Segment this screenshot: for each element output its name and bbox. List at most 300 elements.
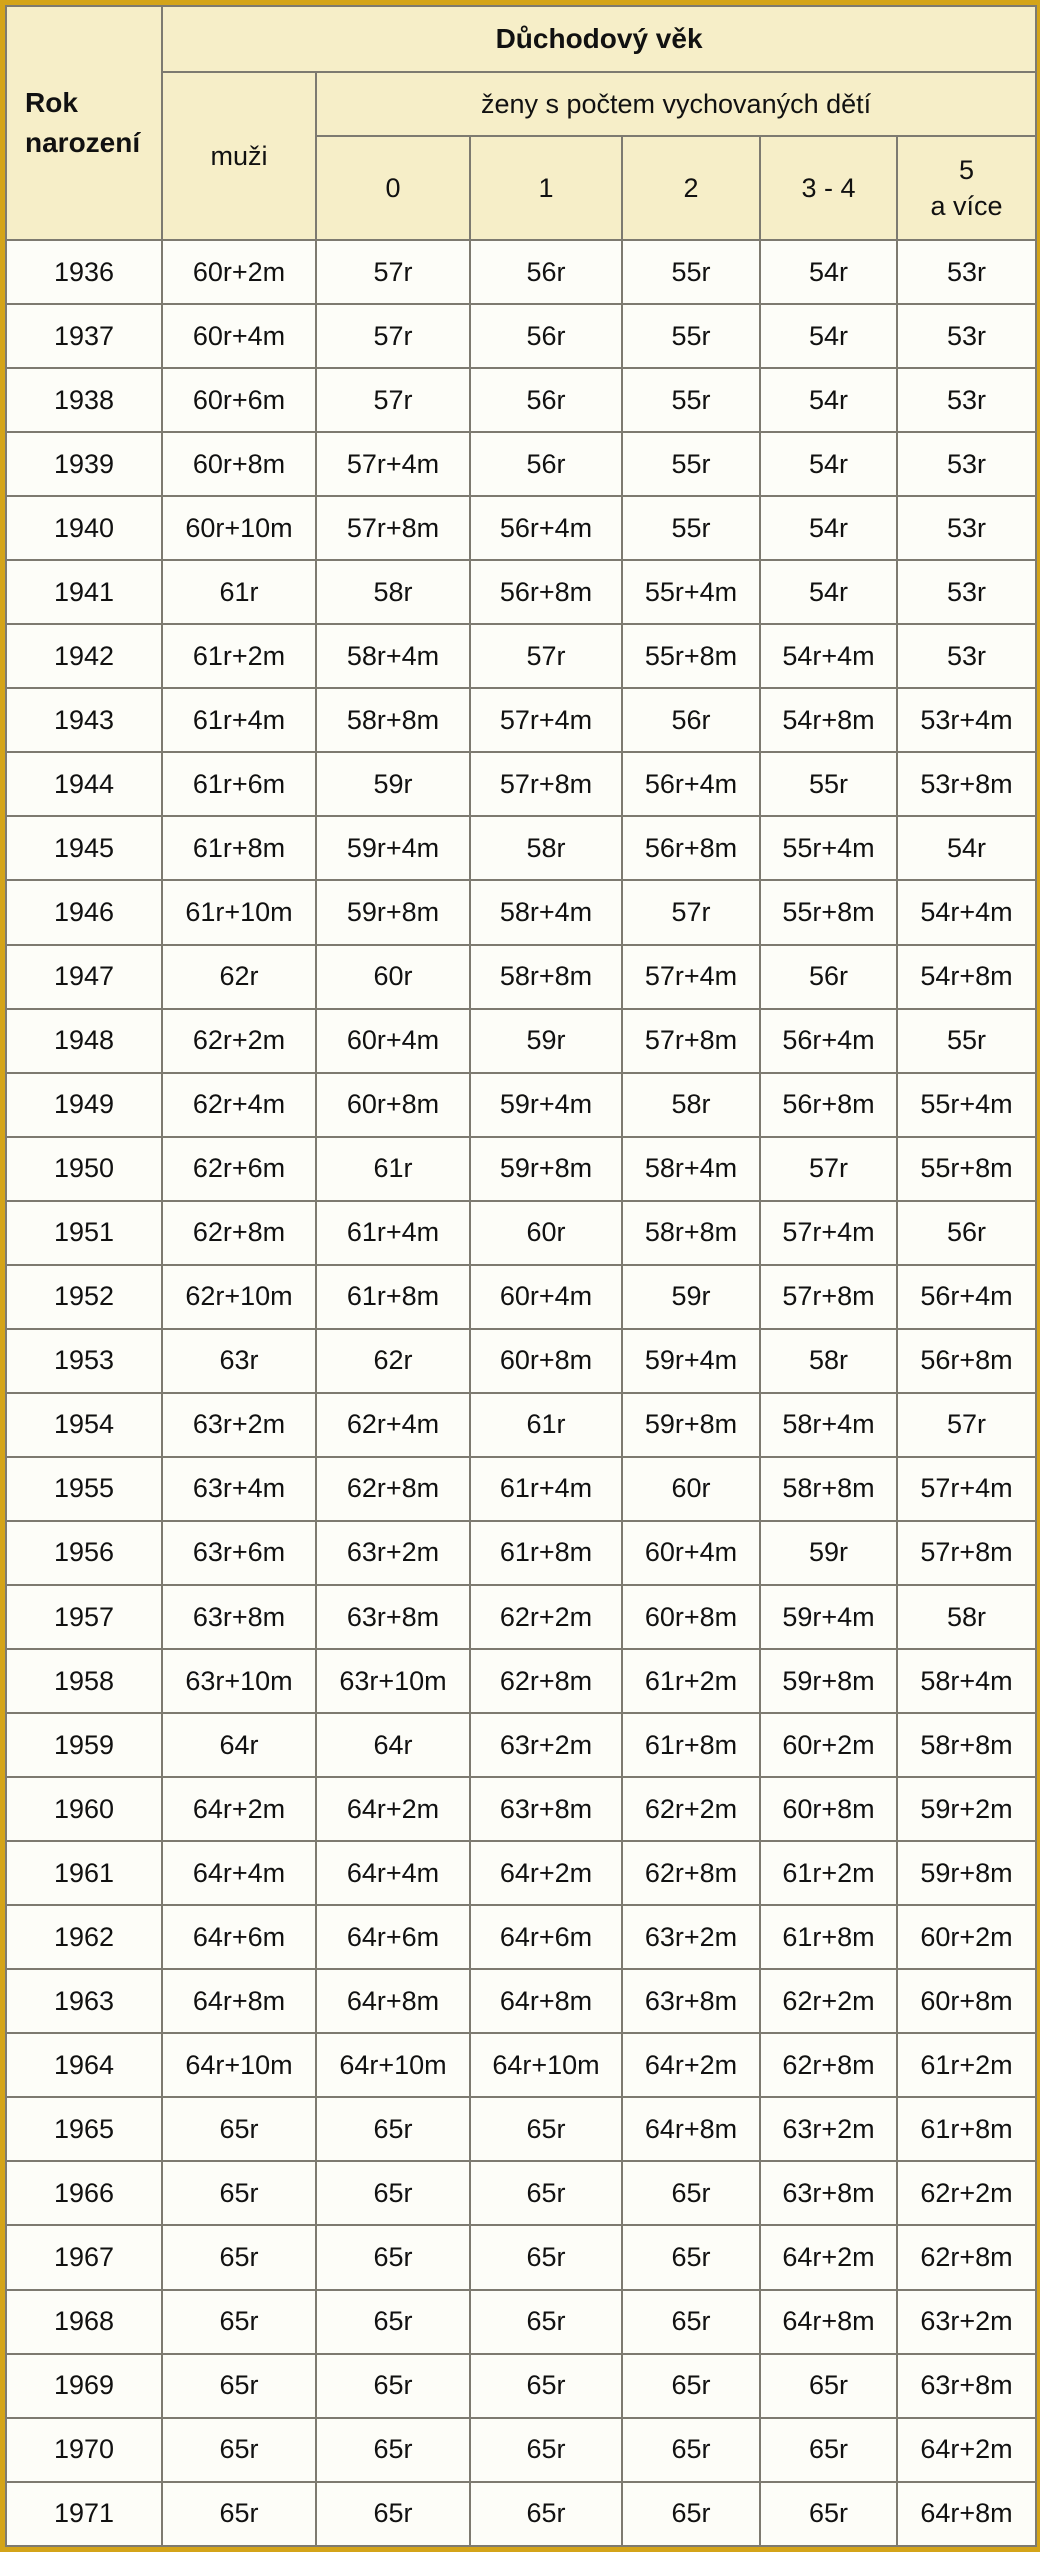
birth-year-cell: 1958	[6, 1649, 162, 1713]
table-row	[6, 2097, 1036, 2161]
women-3-4-children-cell: 63r+8m	[760, 2161, 897, 2225]
women-1-child-cell: 56r+4m	[470, 496, 622, 560]
table-row	[6, 945, 1036, 1009]
table-row	[6, 432, 1036, 496]
retirement-age-table	[5, 5, 1037, 2547]
women-1-child-cell: 61r+8m	[470, 1521, 622, 1585]
table-row	[6, 2354, 1036, 2418]
men-age-cell: 65r	[162, 2418, 316, 2482]
women-0-children-cell: 65r	[316, 2482, 470, 2546]
women-3-4-children-cell: 54r	[760, 304, 897, 368]
men-age-cell: 63r+8m	[162, 1585, 316, 1649]
women-1-child-cell: 63r+8m	[470, 1777, 622, 1841]
women-0-children-cell: 65r	[316, 2354, 470, 2418]
men-age-cell: 65r	[162, 2097, 316, 2161]
women-2-children-cell: 65r	[622, 2418, 760, 2482]
women-3-4-children-cell: 59r+8m	[760, 1649, 897, 1713]
women-5-plus-children-cell: 57r+8m	[897, 1521, 1036, 1585]
table-row	[6, 880, 1036, 944]
women-3-4-children-cell: 65r	[760, 2418, 897, 2482]
women-5-plus-children-cell: 64r+2m	[897, 2418, 1036, 2482]
women-3-4-children-cell: 62r+2m	[760, 1969, 897, 2033]
birth-year-cell: 1970	[6, 2418, 162, 2482]
women-3-4-children-cell: 56r	[760, 945, 897, 1009]
women-0-children-cell: 59r+8m	[316, 880, 470, 944]
women-2-children-cell: 65r	[622, 2354, 760, 2418]
women-2-children-cell: 58r+4m	[622, 1137, 760, 1201]
birth-year-cell: 1950	[6, 1137, 162, 1201]
table-row	[6, 816, 1036, 880]
women-5-plus-children-cell: 53r	[897, 240, 1036, 304]
women-3-4-children-cell: 57r	[760, 1137, 897, 1201]
women-0-children-cell: 60r+8m	[316, 1073, 470, 1137]
men-age-cell: 60r+10m	[162, 496, 316, 560]
women-5-plus-children-cell: 54r+8m	[897, 945, 1036, 1009]
children-5-plus-line2: a více	[930, 191, 1003, 221]
women-group-header: ženy s počtem vychovaných dětí	[316, 72, 1036, 136]
birth-year-cell: 1948	[6, 1009, 162, 1073]
men-age-cell: 65r	[162, 2354, 316, 2418]
women-2-children-cell: 61r+8m	[622, 1713, 760, 1777]
women-1-child-cell: 62r+8m	[470, 1649, 622, 1713]
men-age-cell: 62r+8m	[162, 1201, 316, 1265]
children-1-header: 1	[470, 136, 622, 240]
women-2-children-cell: 56r+4m	[622, 752, 760, 816]
women-0-children-cell: 65r	[316, 2290, 470, 2354]
women-5-plus-children-cell: 61r+8m	[897, 2097, 1036, 2161]
birth-year-cell: 1939	[6, 432, 162, 496]
birth-year-cell: 1946	[6, 880, 162, 944]
women-1-child-cell: 61r	[470, 1393, 622, 1457]
women-3-4-children-cell: 59r+4m	[760, 1585, 897, 1649]
men-age-cell: 64r+6m	[162, 1905, 316, 1969]
women-3-4-children-cell: 54r	[760, 240, 897, 304]
men-age-cell: 61r+2m	[162, 624, 316, 688]
birth-year-header-line2: narození	[25, 127, 141, 158]
men-age-cell: 65r	[162, 2482, 316, 2546]
children-5-plus-header	[897, 136, 1036, 240]
women-3-4-children-cell: 55r+8m	[760, 880, 897, 944]
table-row	[6, 1137, 1036, 1201]
birth-year-cell: 1966	[6, 2161, 162, 2225]
women-1-child-cell: 65r	[470, 2482, 622, 2546]
table-row	[6, 1905, 1036, 1969]
women-5-plus-children-cell: 59r+2m	[897, 1777, 1036, 1841]
women-3-4-children-cell: 56r+8m	[760, 1073, 897, 1137]
men-age-cell: 61r+4m	[162, 688, 316, 752]
women-3-4-children-cell: 64r+2m	[760, 2225, 897, 2289]
children-2-header: 2	[622, 136, 760, 240]
women-3-4-children-cell: 58r+8m	[760, 1457, 897, 1521]
table-row	[6, 1265, 1036, 1329]
birth-year-cell: 1961	[6, 1841, 162, 1905]
men-age-cell: 63r+6m	[162, 1521, 316, 1585]
women-2-children-cell: 56r+8m	[622, 816, 760, 880]
women-0-children-cell: 64r+4m	[316, 1841, 470, 1905]
women-2-children-cell: 57r+8m	[622, 1009, 760, 1073]
table-row	[6, 1969, 1036, 2033]
birth-year-cell: 1960	[6, 1777, 162, 1841]
women-2-children-cell: 60r+4m	[622, 1521, 760, 1585]
table-row	[6, 240, 1036, 304]
women-1-child-cell: 65r	[470, 2161, 622, 2225]
women-1-child-cell: 56r	[470, 432, 622, 496]
women-2-children-cell: 55r	[622, 496, 760, 560]
children-3-4-header: 3 - 4	[760, 136, 897, 240]
table-row	[6, 1073, 1036, 1137]
men-age-cell: 62r+6m	[162, 1137, 316, 1201]
men-age-cell: 63r	[162, 1329, 316, 1393]
women-3-4-children-cell: 54r+8m	[760, 688, 897, 752]
women-3-4-children-cell: 54r	[760, 368, 897, 432]
women-1-child-cell: 64r+10m	[470, 2033, 622, 2097]
men-age-cell: 64r+10m	[162, 2033, 316, 2097]
women-2-children-cell: 61r+2m	[622, 1649, 760, 1713]
women-5-plus-children-cell: 53r+4m	[897, 688, 1036, 752]
women-3-4-children-cell: 57r+4m	[760, 1201, 897, 1265]
women-5-plus-children-cell: 58r+8m	[897, 1713, 1036, 1777]
women-0-children-cell: 65r	[316, 2418, 470, 2482]
table-row	[6, 2482, 1036, 2546]
men-age-cell: 62r	[162, 945, 316, 1009]
table-row	[6, 496, 1036, 560]
women-2-children-cell: 65r	[622, 2482, 760, 2546]
birth-year-cell: 1937	[6, 304, 162, 368]
women-1-child-cell: 65r	[470, 2354, 622, 2418]
women-2-children-cell: 58r+8m	[622, 1201, 760, 1265]
women-2-children-cell: 62r+2m	[622, 1777, 760, 1841]
women-5-plus-children-cell: 56r+4m	[897, 1265, 1036, 1329]
women-5-plus-children-cell: 63r+2m	[897, 2290, 1036, 2354]
table-row	[6, 2161, 1036, 2225]
birth-year-cell: 1963	[6, 1969, 162, 2033]
women-0-children-cell: 57r	[316, 368, 470, 432]
women-1-child-cell: 60r+4m	[470, 1265, 622, 1329]
women-0-children-cell: 64r+2m	[316, 1777, 470, 1841]
women-5-plus-children-cell: 53r+8m	[897, 752, 1036, 816]
women-5-plus-children-cell: 57r	[897, 1393, 1036, 1457]
table-row	[6, 752, 1036, 816]
women-5-plus-children-cell: 58r+4m	[897, 1649, 1036, 1713]
women-2-children-cell: 55r	[622, 368, 760, 432]
table-row	[6, 560, 1036, 624]
women-2-children-cell: 63r+8m	[622, 1969, 760, 2033]
table-row	[6, 304, 1036, 368]
men-age-cell: 63r+10m	[162, 1649, 316, 1713]
women-2-children-cell: 65r	[622, 2290, 760, 2354]
birth-year-cell: 1964	[6, 2033, 162, 2097]
women-0-children-cell: 61r+8m	[316, 1265, 470, 1329]
women-0-children-cell: 58r+4m	[316, 624, 470, 688]
women-1-child-cell: 65r	[470, 2225, 622, 2289]
women-2-children-cell: 55r	[622, 432, 760, 496]
women-3-4-children-cell: 54r	[760, 432, 897, 496]
men-age-cell: 63r+4m	[162, 1457, 316, 1521]
birth-year-cell: 1949	[6, 1073, 162, 1137]
table-row	[6, 688, 1036, 752]
men-age-cell: 60r+2m	[162, 240, 316, 304]
women-3-4-children-cell: 65r	[760, 2354, 897, 2418]
women-2-children-cell: 55r+4m	[622, 560, 760, 624]
women-5-plus-children-cell: 64r+8m	[897, 2482, 1036, 2546]
birth-year-cell: 1955	[6, 1457, 162, 1521]
women-1-child-cell: 64r+2m	[470, 1841, 622, 1905]
women-0-children-cell: 58r+8m	[316, 688, 470, 752]
women-2-children-cell: 55r	[622, 304, 760, 368]
birth-year-cell: 1954	[6, 1393, 162, 1457]
women-1-child-cell: 60r+8m	[470, 1329, 622, 1393]
women-3-4-children-cell: 63r+2m	[760, 2097, 897, 2161]
women-3-4-children-cell: 56r+4m	[760, 1009, 897, 1073]
women-2-children-cell: 55r+8m	[622, 624, 760, 688]
birth-year-cell: 1959	[6, 1713, 162, 1777]
women-1-child-cell: 57r+8m	[470, 752, 622, 816]
table-row	[6, 1841, 1036, 1905]
women-5-plus-children-cell: 55r+4m	[897, 1073, 1036, 1137]
women-1-child-cell: 59r+4m	[470, 1073, 622, 1137]
women-5-plus-children-cell: 54r	[897, 816, 1036, 880]
women-2-children-cell: 64r+2m	[622, 2033, 760, 2097]
women-5-plus-children-cell: 57r+4m	[897, 1457, 1036, 1521]
women-0-children-cell: 59r+4m	[316, 816, 470, 880]
women-3-4-children-cell: 54r	[760, 496, 897, 560]
women-5-plus-children-cell: 55r+8m	[897, 1137, 1036, 1201]
women-1-child-cell: 63r+2m	[470, 1713, 622, 1777]
women-3-4-children-cell: 57r+8m	[760, 1265, 897, 1329]
children-5-plus-line1: 5	[959, 155, 975, 185]
women-3-4-children-cell: 61r+8m	[760, 1905, 897, 1969]
table-row	[6, 1457, 1036, 1521]
women-3-4-children-cell: 61r+2m	[760, 1841, 897, 1905]
men-age-cell: 63r+2m	[162, 1393, 316, 1457]
women-3-4-children-cell: 60r+2m	[760, 1713, 897, 1777]
men-age-cell: 64r	[162, 1713, 316, 1777]
women-0-children-cell: 60r+4m	[316, 1009, 470, 1073]
table-title: Důchodový věk	[162, 6, 1036, 72]
table-row	[6, 1585, 1036, 1649]
table-header	[6, 6, 1036, 240]
men-age-cell: 61r+8m	[162, 816, 316, 880]
women-3-4-children-cell: 54r+4m	[760, 624, 897, 688]
women-2-children-cell: 55r	[622, 240, 760, 304]
table-row	[6, 1777, 1036, 1841]
table-row	[6, 368, 1036, 432]
table-row	[6, 1201, 1036, 1265]
women-2-children-cell: 58r	[622, 1073, 760, 1137]
men-age-cell: 65r	[162, 2225, 316, 2289]
women-0-children-cell: 65r	[316, 2097, 470, 2161]
men-age-cell: 62r+10m	[162, 1265, 316, 1329]
women-5-plus-children-cell: 60r+2m	[897, 1905, 1036, 1969]
women-0-children-cell: 63r+8m	[316, 1585, 470, 1649]
women-0-children-cell: 59r	[316, 752, 470, 816]
men-age-cell: 61r+10m	[162, 880, 316, 944]
women-1-child-cell: 56r+8m	[470, 560, 622, 624]
women-1-child-cell: 59r	[470, 1009, 622, 1073]
birth-year-cell: 1971	[6, 2482, 162, 2546]
birth-year-cell: 1936	[6, 240, 162, 304]
women-1-child-cell: 61r+4m	[470, 1457, 622, 1521]
men-age-cell: 60r+4m	[162, 304, 316, 368]
men-age-cell: 65r	[162, 2161, 316, 2225]
birth-year-header	[6, 6, 162, 240]
children-0-header: 0	[316, 136, 470, 240]
women-1-child-cell: 57r	[470, 624, 622, 688]
women-0-children-cell: 64r+6m	[316, 1905, 470, 1969]
women-5-plus-children-cell: 56r+8m	[897, 1329, 1036, 1393]
women-2-children-cell: 59r+8m	[622, 1393, 760, 1457]
women-2-children-cell: 60r	[622, 1457, 760, 1521]
women-5-plus-children-cell: 61r+2m	[897, 2033, 1036, 2097]
women-0-children-cell: 63r+10m	[316, 1649, 470, 1713]
women-0-children-cell: 57r+4m	[316, 432, 470, 496]
women-2-children-cell: 65r	[622, 2225, 760, 2289]
women-1-child-cell: 65r	[470, 2418, 622, 2482]
men-age-cell: 64r+4m	[162, 1841, 316, 1905]
men-age-cell: 60r+8m	[162, 432, 316, 496]
table-row	[6, 2418, 1036, 2482]
women-0-children-cell: 62r+8m	[316, 1457, 470, 1521]
table-row	[6, 2290, 1036, 2354]
women-5-plus-children-cell: 55r	[897, 1009, 1036, 1073]
table-row	[6, 1009, 1036, 1073]
women-2-children-cell: 57r+4m	[622, 945, 760, 1009]
women-5-plus-children-cell: 53r	[897, 304, 1036, 368]
table-body	[6, 240, 1036, 2546]
women-3-4-children-cell: 65r	[760, 2482, 897, 2546]
men-age-cell: 62r+2m	[162, 1009, 316, 1073]
women-2-children-cell: 65r	[622, 2161, 760, 2225]
women-5-plus-children-cell: 58r	[897, 1585, 1036, 1649]
women-0-children-cell: 57r	[316, 304, 470, 368]
women-3-4-children-cell: 55r+4m	[760, 816, 897, 880]
women-0-children-cell: 58r	[316, 560, 470, 624]
birth-year-header-line1: Rok	[25, 87, 78, 118]
women-0-children-cell: 63r+2m	[316, 1521, 470, 1585]
table-row	[6, 2033, 1036, 2097]
men-age-cell: 60r+6m	[162, 368, 316, 432]
table-row	[6, 1329, 1036, 1393]
men-age-cell: 64r+2m	[162, 1777, 316, 1841]
women-2-children-cell: 63r+2m	[622, 1905, 760, 1969]
women-2-children-cell: 60r+8m	[622, 1585, 760, 1649]
table-row	[6, 2225, 1036, 2289]
birth-year-cell: 1947	[6, 945, 162, 1009]
women-1-child-cell: 57r+4m	[470, 688, 622, 752]
women-0-children-cell: 64r	[316, 1713, 470, 1777]
women-5-plus-children-cell: 62r+2m	[897, 2161, 1036, 2225]
men-age-cell: 61r+6m	[162, 752, 316, 816]
women-5-plus-children-cell: 62r+8m	[897, 2225, 1036, 2289]
women-3-4-children-cell: 58r+4m	[760, 1393, 897, 1457]
birth-year-cell: 1942	[6, 624, 162, 688]
women-1-child-cell: 65r	[470, 2290, 622, 2354]
women-0-children-cell: 61r+4m	[316, 1201, 470, 1265]
women-5-plus-children-cell: 53r	[897, 496, 1036, 560]
women-3-4-children-cell: 59r	[760, 1521, 897, 1585]
women-3-4-children-cell: 54r	[760, 560, 897, 624]
women-5-plus-children-cell: 53r	[897, 368, 1036, 432]
birth-year-cell: 1968	[6, 2290, 162, 2354]
women-3-4-children-cell: 64r+8m	[760, 2290, 897, 2354]
women-5-plus-children-cell: 53r	[897, 560, 1036, 624]
women-1-child-cell: 56r	[470, 240, 622, 304]
table-row	[6, 624, 1036, 688]
women-1-child-cell: 56r	[470, 368, 622, 432]
birth-year-cell: 1967	[6, 2225, 162, 2289]
table-row	[6, 1713, 1036, 1777]
men-age-cell: 65r	[162, 2290, 316, 2354]
birth-year-cell: 1938	[6, 368, 162, 432]
men-age-cell: 61r	[162, 560, 316, 624]
women-1-child-cell: 64r+8m	[470, 1969, 622, 2033]
women-5-plus-children-cell: 56r	[897, 1201, 1036, 1265]
women-5-plus-children-cell: 54r+4m	[897, 880, 1036, 944]
women-5-plus-children-cell: 53r	[897, 624, 1036, 688]
men-age-cell: 62r+4m	[162, 1073, 316, 1137]
women-2-children-cell: 56r	[622, 688, 760, 752]
table-row	[6, 1521, 1036, 1585]
birth-year-cell: 1944	[6, 752, 162, 816]
women-1-child-cell: 65r	[470, 2097, 622, 2161]
women-2-children-cell: 57r	[622, 880, 760, 944]
women-5-plus-children-cell: 53r	[897, 432, 1036, 496]
women-1-child-cell: 58r	[470, 816, 622, 880]
women-2-children-cell: 59r	[622, 1265, 760, 1329]
women-0-children-cell: 60r	[316, 945, 470, 1009]
birth-year-cell: 1945	[6, 816, 162, 880]
women-0-children-cell: 57r+8m	[316, 496, 470, 560]
women-3-4-children-cell: 62r+8m	[760, 2033, 897, 2097]
women-0-children-cell: 61r	[316, 1137, 470, 1201]
women-0-children-cell: 65r	[316, 2225, 470, 2289]
birth-year-cell: 1965	[6, 2097, 162, 2161]
women-5-plus-children-cell: 63r+8m	[897, 2354, 1036, 2418]
women-5-plus-children-cell: 60r+8m	[897, 1969, 1036, 2033]
women-1-child-cell: 59r+8m	[470, 1137, 622, 1201]
birth-year-cell: 1969	[6, 2354, 162, 2418]
table-row	[6, 1393, 1036, 1457]
birth-year-cell: 1941	[6, 560, 162, 624]
men-header: muži	[162, 72, 316, 240]
birth-year-cell: 1956	[6, 1521, 162, 1585]
women-3-4-children-cell: 58r	[760, 1329, 897, 1393]
women-0-children-cell: 62r+4m	[316, 1393, 470, 1457]
women-3-4-children-cell: 60r+8m	[760, 1777, 897, 1841]
women-1-child-cell: 62r+2m	[470, 1585, 622, 1649]
women-0-children-cell: 57r	[316, 240, 470, 304]
birth-year-cell: 1943	[6, 688, 162, 752]
birth-year-cell: 1952	[6, 1265, 162, 1329]
table-row	[6, 1649, 1036, 1713]
birth-year-cell: 1957	[6, 1585, 162, 1649]
women-2-children-cell: 62r+8m	[622, 1841, 760, 1905]
women-1-child-cell: 56r	[470, 304, 622, 368]
birth-year-cell: 1951	[6, 1201, 162, 1265]
men-age-cell: 64r+8m	[162, 1969, 316, 2033]
women-5-plus-children-cell: 59r+8m	[897, 1841, 1036, 1905]
women-3-4-children-cell: 55r	[760, 752, 897, 816]
women-2-children-cell: 59r+4m	[622, 1329, 760, 1393]
women-2-children-cell: 64r+8m	[622, 2097, 760, 2161]
women-0-children-cell: 62r	[316, 1329, 470, 1393]
women-0-children-cell: 64r+8m	[316, 1969, 470, 2033]
birth-year-cell: 1953	[6, 1329, 162, 1393]
women-1-child-cell: 64r+6m	[470, 1905, 622, 1969]
women-0-children-cell: 64r+10m	[316, 2033, 470, 2097]
women-1-child-cell: 58r+8m	[470, 945, 622, 1009]
women-1-child-cell: 58r+4m	[470, 880, 622, 944]
